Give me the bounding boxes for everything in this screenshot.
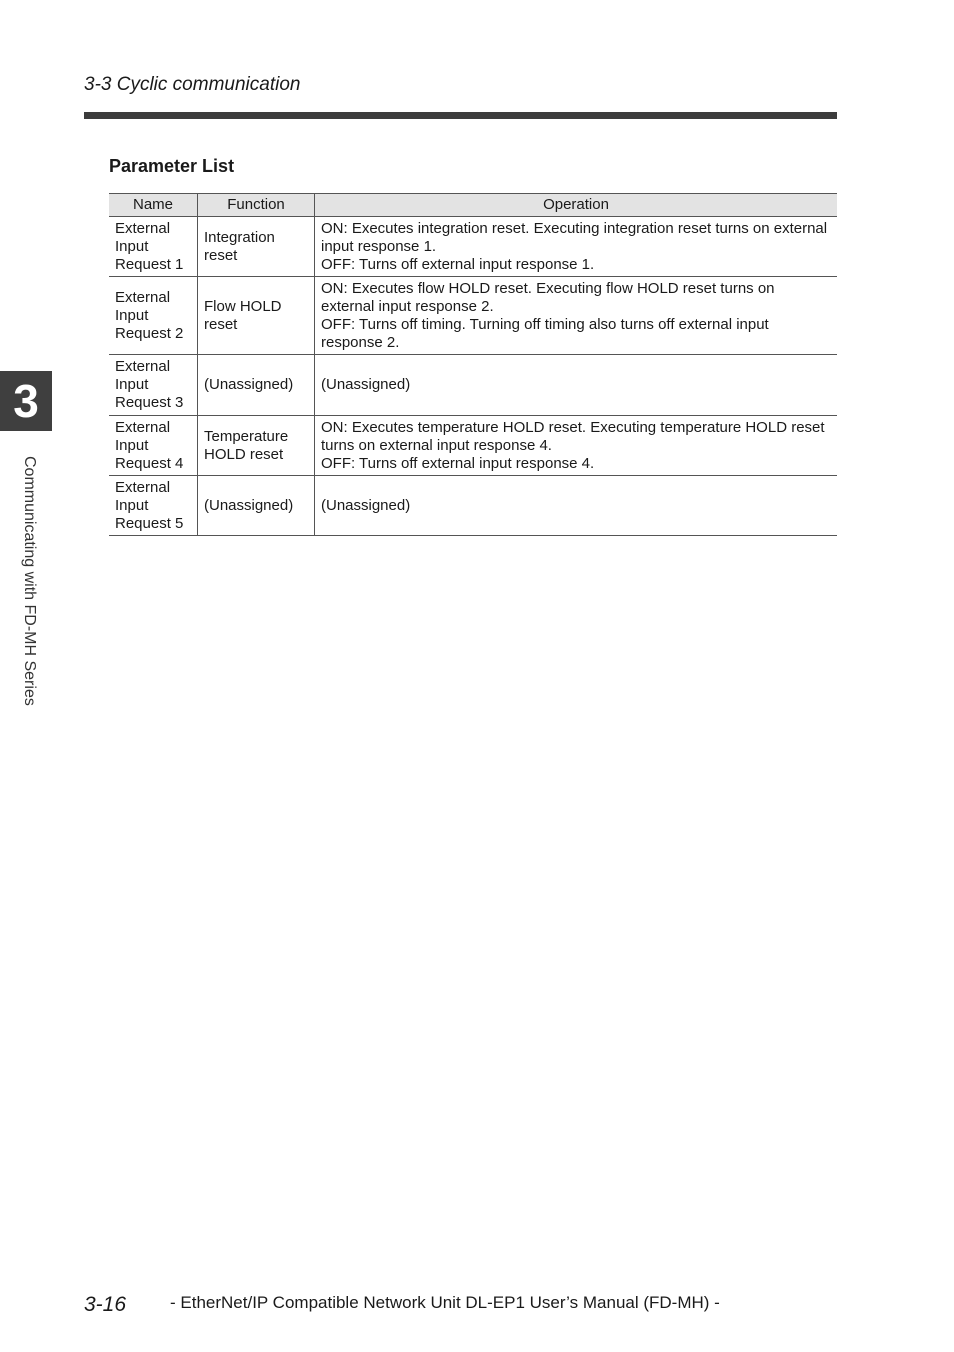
table-row	[109, 217, 837, 277]
cell-operation	[315, 416, 838, 476]
table-row	[109, 355, 837, 416]
page-number: 3-16	[84, 1293, 127, 1316]
operation-off-text: OFF: Turns off timing. Turning off timing also turns off external input response 2.	[321, 315, 769, 351]
cell-function: Integration reset	[198, 217, 315, 277]
cell-name: External Input Request 3	[109, 355, 198, 416]
operation-text: (Unassigned)	[321, 496, 411, 514]
footer-manual-title: - EtherNet/IP Compatible Network Unit DL-EP1 User’s Manual (FD-MH) -	[170, 1293, 720, 1312]
column-header-function: Function	[198, 194, 315, 217]
table-row	[109, 476, 837, 536]
cell-function: Flow HOLD reset	[198, 277, 315, 355]
operation-off-text: OFF: Turns off external input response 1.	[321, 255, 595, 273]
table-row	[109, 416, 837, 476]
chapter-tab: 3	[0, 371, 52, 431]
operation-on-text: ON: Executes integration reset. Executing integration reset turns on external input response 1.	[321, 219, 828, 255]
section-header: 3-3 Cyclic communication	[84, 74, 301, 95]
cell-function: Temperature HOLD reset	[198, 416, 315, 476]
operation-off-text: OFF: Turns off external input response 4.	[321, 454, 595, 472]
operation-text: (Unassigned)	[321, 376, 411, 393]
cell-operation	[315, 277, 838, 355]
cell-function: (Unassigned)	[198, 355, 315, 416]
cell-operation	[315, 355, 838, 416]
column-header-operation: Operation	[315, 194, 838, 217]
table-header-row	[109, 194, 837, 217]
cell-operation	[315, 217, 838, 277]
parameter-table	[109, 193, 837, 536]
cell-name: External Input Request 1	[109, 217, 198, 277]
cell-operation	[315, 476, 838, 536]
cell-function: (Unassigned)	[198, 476, 315, 536]
cell-name: External Input Request 2	[109, 277, 198, 355]
cell-name: External Input Request 4	[109, 416, 198, 476]
chapter-side-label: Communicating with FD-MH Series	[21, 456, 38, 706]
operation-on-text: ON: Executes flow HOLD reset. Executing flow HOLD reset turns on external input response 2.	[321, 279, 775, 315]
table-title: Parameter List	[109, 156, 235, 176]
table-row	[109, 277, 837, 355]
operation-on-text: ON: Executes temperature HOLD reset. Executing temperature HOLD reset turns on external input response 4.	[321, 418, 825, 454]
header-rule	[84, 112, 837, 119]
cell-name: External Input Request 5	[109, 476, 198, 536]
column-header-name: Name	[109, 194, 198, 217]
